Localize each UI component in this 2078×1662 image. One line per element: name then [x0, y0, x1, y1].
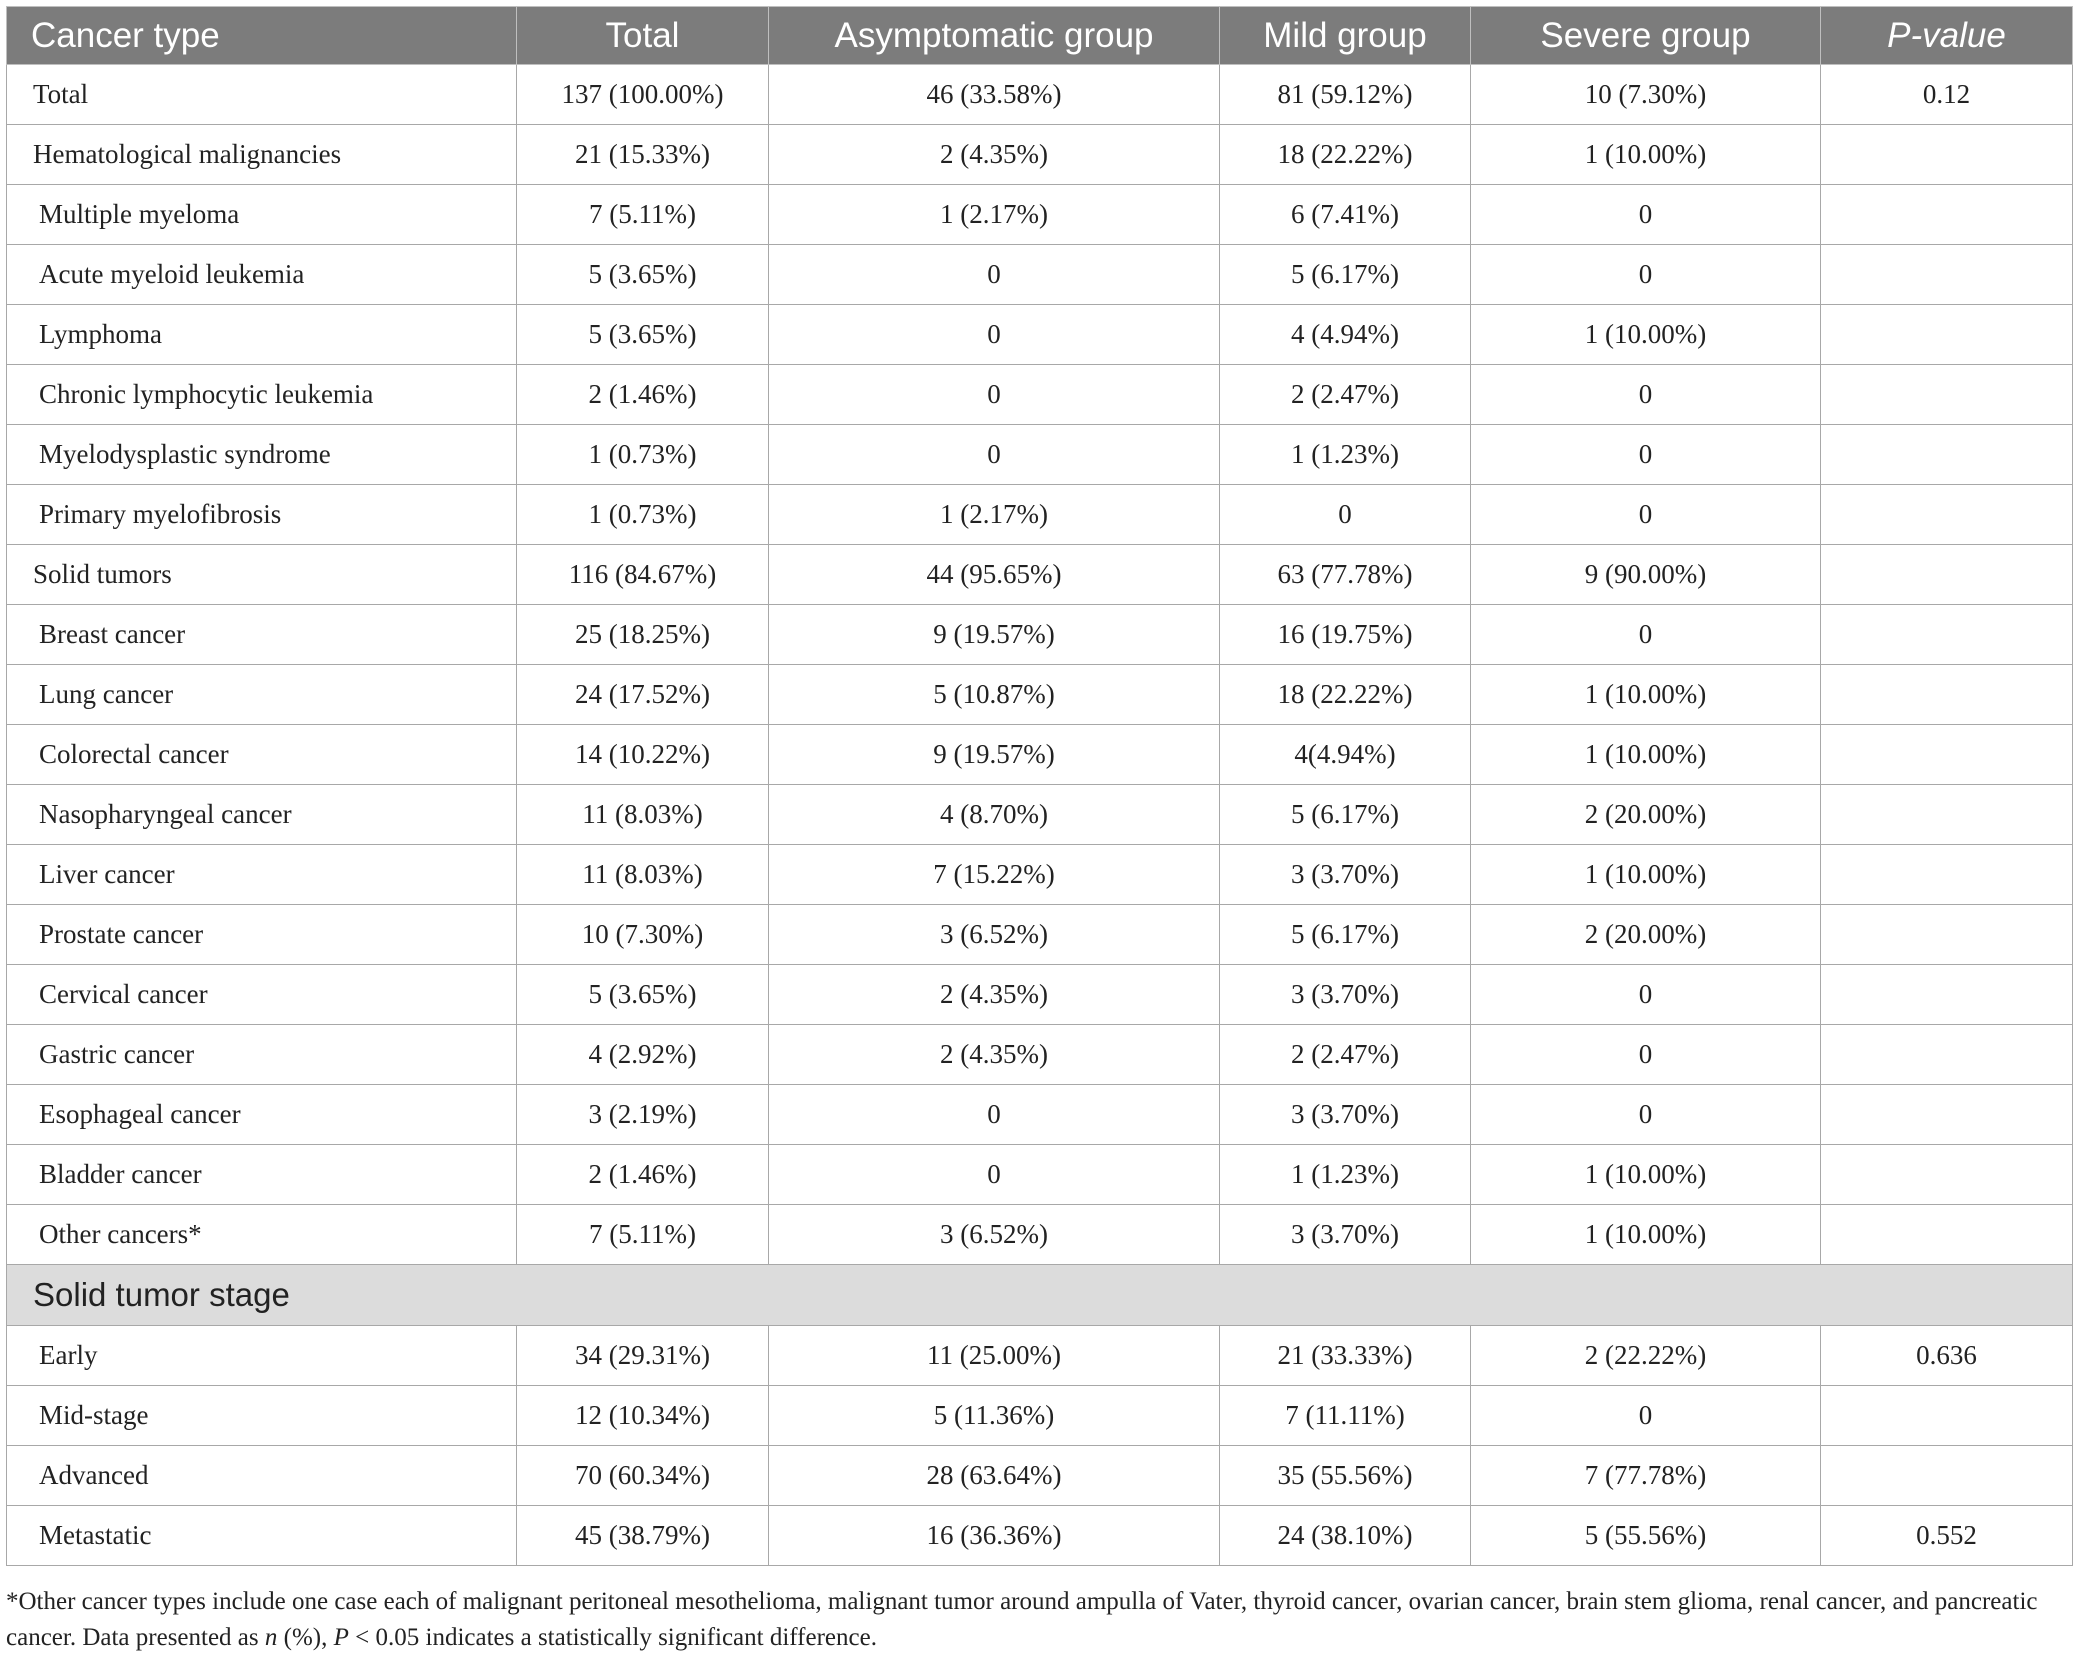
table-row — [7, 1085, 2073, 1145]
cell-p — [1821, 905, 2073, 965]
table-body — [7, 65, 2073, 1566]
row-label: Liver cancer — [7, 845, 517, 905]
table-row — [7, 365, 2073, 425]
cell-severe: 2 (20.00%) — [1471, 905, 1821, 965]
cell-mild: 3 (3.70%) — [1220, 965, 1471, 1025]
cell-total: 5 (3.65%) — [517, 965, 769, 1025]
cell-asymptomatic: 9 (19.57%) — [769, 725, 1220, 785]
cell-p — [1821, 185, 2073, 245]
cell-total: 25 (18.25%) — [517, 605, 769, 665]
cell-mild: 7 (11.11%) — [1220, 1386, 1471, 1446]
cell-total: 5 (3.65%) — [517, 305, 769, 365]
row-label: Esophageal cancer — [7, 1085, 517, 1145]
cell-total: 137 (100.00%) — [517, 65, 769, 125]
row-label: Solid tumors — [7, 545, 517, 605]
header-p-value — [1821, 7, 2073, 65]
cell-mild: 6 (7.41%) — [1220, 185, 1471, 245]
cell-severe: 9 (90.00%) — [1471, 545, 1821, 605]
cell-severe: 1 (10.00%) — [1471, 725, 1821, 785]
header-severe: Severe group — [1471, 7, 1821, 65]
cell-severe: 0 — [1471, 485, 1821, 545]
cell-asymptomatic: 1 (2.17%) — [769, 185, 1220, 245]
cell-p — [1821, 1085, 2073, 1145]
cell-severe: 5 (55.56%) — [1471, 1506, 1821, 1566]
table-row — [7, 1145, 2073, 1205]
table-row — [7, 605, 2073, 665]
table-row — [7, 1506, 2073, 1566]
cancer-type-table — [6, 6, 2073, 1566]
section-row — [7, 1265, 2073, 1326]
cell-severe: 1 (10.00%) — [1471, 1205, 1821, 1265]
table-row — [7, 425, 2073, 485]
cell-total: 34 (29.31%) — [517, 1326, 769, 1386]
cell-total: 2 (1.46%) — [517, 365, 769, 425]
table-row — [7, 1446, 2073, 1506]
cell-asymptomatic: 2 (4.35%) — [769, 125, 1220, 185]
cell-asymptomatic: 7 (15.22%) — [769, 845, 1220, 905]
cell-severe: 0 — [1471, 425, 1821, 485]
cell-p — [1821, 665, 2073, 725]
cell-p — [1821, 1446, 2073, 1506]
row-label: Chronic lymphocytic leukemia — [7, 365, 517, 425]
cell-p — [1821, 1025, 2073, 1085]
cell-asymptomatic: 0 — [769, 1085, 1220, 1145]
cell-severe: 0 — [1471, 1386, 1821, 1446]
table-row — [7, 665, 2073, 725]
cell-severe: 2 (22.22%) — [1471, 1326, 1821, 1386]
footnote: *Other cancer types include one case each of malignant peritoneal mesothelioma, malignant tumor around ampulla of Vater, thyroid cancer, ovarian cancer, brain stem glioma, renal cancer, and pancreatic cancer. Data presented as n (%), P < 0.05 indicates a statistically significant difference. — [6, 1588, 2038, 1651]
cell-severe: 0 — [1471, 245, 1821, 305]
table-container — [6, 6, 2072, 1566]
cell-asymptomatic: 2 (4.35%) — [769, 965, 1220, 1025]
row-label: Lung cancer — [7, 665, 517, 725]
cell-asymptomatic: 28 (63.64%) — [769, 1446, 1220, 1506]
row-label: Acute myeloid leukemia — [7, 245, 517, 305]
row-label: Other cancers* — [7, 1205, 517, 1265]
table-row — [7, 305, 2073, 365]
cell-severe: 1 (10.00%) — [1471, 845, 1821, 905]
row-label: Bladder cancer — [7, 1145, 517, 1205]
section-label: Solid tumor stage — [7, 1265, 2073, 1326]
cell-severe: 1 (10.00%) — [1471, 1145, 1821, 1205]
cell-severe: 0 — [1471, 605, 1821, 665]
cell-total: 12 (10.34%) — [517, 1386, 769, 1446]
cell-mild: 18 (22.22%) — [1220, 125, 1471, 185]
cell-mild: 3 (3.70%) — [1220, 845, 1471, 905]
cell-mild: 1 (1.23%) — [1220, 425, 1471, 485]
table-row — [7, 1386, 2073, 1446]
header-cancer-type: Cancer type — [7, 7, 517, 65]
cell-mild: 2 (2.47%) — [1220, 365, 1471, 425]
table-row — [7, 545, 2073, 605]
cell-mild: 5 (6.17%) — [1220, 785, 1471, 845]
table-row — [7, 725, 2073, 785]
cell-total: 7 (5.11%) — [517, 185, 769, 245]
cell-total: 70 (60.34%) — [517, 1446, 769, 1506]
cell-p: 0.552 — [1821, 1506, 2073, 1566]
cell-mild: 3 (3.70%) — [1220, 1085, 1471, 1145]
cell-p — [1821, 365, 2073, 425]
cell-severe: 10 (7.30%) — [1471, 65, 1821, 125]
cell-p — [1821, 1205, 2073, 1265]
cell-total: 3 (2.19%) — [517, 1085, 769, 1145]
cell-total: 1 (0.73%) — [517, 485, 769, 545]
cell-total: 4 (2.92%) — [517, 1025, 769, 1085]
cell-mild: 24 (38.10%) — [1220, 1506, 1471, 1566]
cell-asymptomatic: 2 (4.35%) — [769, 1025, 1220, 1085]
header-row — [7, 7, 2073, 65]
table-row — [7, 245, 2073, 305]
cell-total: 24 (17.52%) — [517, 665, 769, 725]
cell-mild: 0 — [1220, 485, 1471, 545]
cell-mild: 1 (1.23%) — [1220, 1145, 1471, 1205]
header-total: Total — [517, 7, 769, 65]
cell-severe: 0 — [1471, 365, 1821, 425]
row-label: Multiple myeloma — [7, 185, 517, 245]
cell-asymptomatic: 16 (36.36%) — [769, 1506, 1220, 1566]
cell-asymptomatic: 0 — [769, 305, 1220, 365]
row-label: Hematological malignancies — [7, 125, 517, 185]
cell-asymptomatic: 3 (6.52%) — [769, 905, 1220, 965]
row-label: Cervical cancer — [7, 965, 517, 1025]
cell-p — [1821, 125, 2073, 185]
table-row — [7, 485, 2073, 545]
cell-asymptomatic: 0 — [769, 1145, 1220, 1205]
cell-total: 7 (5.11%) — [517, 1205, 769, 1265]
row-label: Total — [7, 65, 517, 125]
cell-mild: 5 (6.17%) — [1220, 905, 1471, 965]
cell-p — [1821, 965, 2073, 1025]
table-row — [7, 785, 2073, 845]
cell-p — [1821, 725, 2073, 785]
row-label: Gastric cancer — [7, 1025, 517, 1085]
cell-total: 14 (10.22%) — [517, 725, 769, 785]
cell-total: 21 (15.33%) — [517, 125, 769, 185]
header-asymptomatic: Asymptomatic group — [769, 7, 1220, 65]
cell-severe: 1 (10.00%) — [1471, 665, 1821, 725]
table-row — [7, 65, 2073, 125]
cell-mild: 5 (6.17%) — [1220, 245, 1471, 305]
row-label: Myelodysplastic syndrome — [7, 425, 517, 485]
cell-severe: 0 — [1471, 185, 1821, 245]
cell-p — [1821, 245, 2073, 305]
cell-p — [1821, 425, 2073, 485]
cell-p: 0.12 — [1821, 65, 2073, 125]
cell-asymptomatic: 4 (8.70%) — [769, 785, 1220, 845]
cell-p — [1821, 1145, 2073, 1205]
cell-total: 45 (38.79%) — [517, 1506, 769, 1566]
header-p-value-text: P-value — [1887, 15, 2006, 55]
row-label: Colorectal cancer — [7, 725, 517, 785]
row-label: Lymphoma — [7, 305, 517, 365]
cell-asymptomatic: 44 (95.65%) — [769, 545, 1220, 605]
cell-severe: 7 (77.78%) — [1471, 1446, 1821, 1506]
cell-total: 10 (7.30%) — [517, 905, 769, 965]
cell-total: 11 (8.03%) — [517, 785, 769, 845]
cell-p: 0.636 — [1821, 1326, 2073, 1386]
cell-severe: 0 — [1471, 1085, 1821, 1145]
cell-mild: 35 (55.56%) — [1220, 1446, 1471, 1506]
table-row — [7, 905, 2073, 965]
row-label: Nasopharyngeal cancer — [7, 785, 517, 845]
cell-mild: 4(4.94%) — [1220, 725, 1471, 785]
row-label: Prostate cancer — [7, 905, 517, 965]
row-label: Breast cancer — [7, 605, 517, 665]
table-row — [7, 1326, 2073, 1386]
table-row — [7, 1025, 2073, 1085]
row-label: Primary myelofibrosis — [7, 485, 517, 545]
cell-mild: 4 (4.94%) — [1220, 305, 1471, 365]
cell-asymptomatic: 1 (2.17%) — [769, 485, 1220, 545]
cell-p — [1821, 1386, 2073, 1446]
table-row — [7, 965, 2073, 1025]
cell-mild: 3 (3.70%) — [1220, 1205, 1471, 1265]
cell-mild: 63 (77.78%) — [1220, 545, 1471, 605]
cell-total: 116 (84.67%) — [517, 545, 769, 605]
cell-severe: 0 — [1471, 965, 1821, 1025]
cell-p — [1821, 845, 2073, 905]
row-label: Advanced — [7, 1446, 517, 1506]
cell-mild: 81 (59.12%) — [1220, 65, 1471, 125]
cell-mild: 18 (22.22%) — [1220, 665, 1471, 725]
row-label: Metastatic — [7, 1506, 517, 1566]
cell-p — [1821, 305, 2073, 365]
header-mild: Mild group — [1220, 7, 1471, 65]
cell-asymptomatic: 0 — [769, 365, 1220, 425]
cell-total: 1 (0.73%) — [517, 425, 769, 485]
table-row — [7, 185, 2073, 245]
cell-total: 11 (8.03%) — [517, 845, 769, 905]
cell-asymptomatic: 9 (19.57%) — [769, 605, 1220, 665]
cell-p — [1821, 605, 2073, 665]
cell-severe: 1 (10.00%) — [1471, 305, 1821, 365]
cell-asymptomatic: 5 (10.87%) — [769, 665, 1220, 725]
row-label: Mid-stage — [7, 1386, 517, 1446]
table-row — [7, 845, 2073, 905]
cell-p — [1821, 785, 2073, 845]
cell-asymptomatic: 3 (6.52%) — [769, 1205, 1220, 1265]
cell-asymptomatic: 46 (33.58%) — [769, 65, 1220, 125]
cell-asymptomatic: 0 — [769, 245, 1220, 305]
cell-asymptomatic: 5 (11.36%) — [769, 1386, 1220, 1446]
cell-p — [1821, 545, 2073, 605]
row-label: Early — [7, 1326, 517, 1386]
cell-severe: 1 (10.00%) — [1471, 125, 1821, 185]
cell-total: 5 (3.65%) — [517, 245, 769, 305]
cell-total: 2 (1.46%) — [517, 1145, 769, 1205]
table-row — [7, 1205, 2073, 1265]
cell-mild: 21 (33.33%) — [1220, 1326, 1471, 1386]
cell-p — [1821, 485, 2073, 545]
cell-asymptomatic: 11 (25.00%) — [769, 1326, 1220, 1386]
cell-mild: 16 (19.75%) — [1220, 605, 1471, 665]
cell-severe: 0 — [1471, 1025, 1821, 1085]
cell-asymptomatic: 0 — [769, 425, 1220, 485]
cell-severe: 2 (20.00%) — [1471, 785, 1821, 845]
table-row — [7, 125, 2073, 185]
cell-mild: 2 (2.47%) — [1220, 1025, 1471, 1085]
